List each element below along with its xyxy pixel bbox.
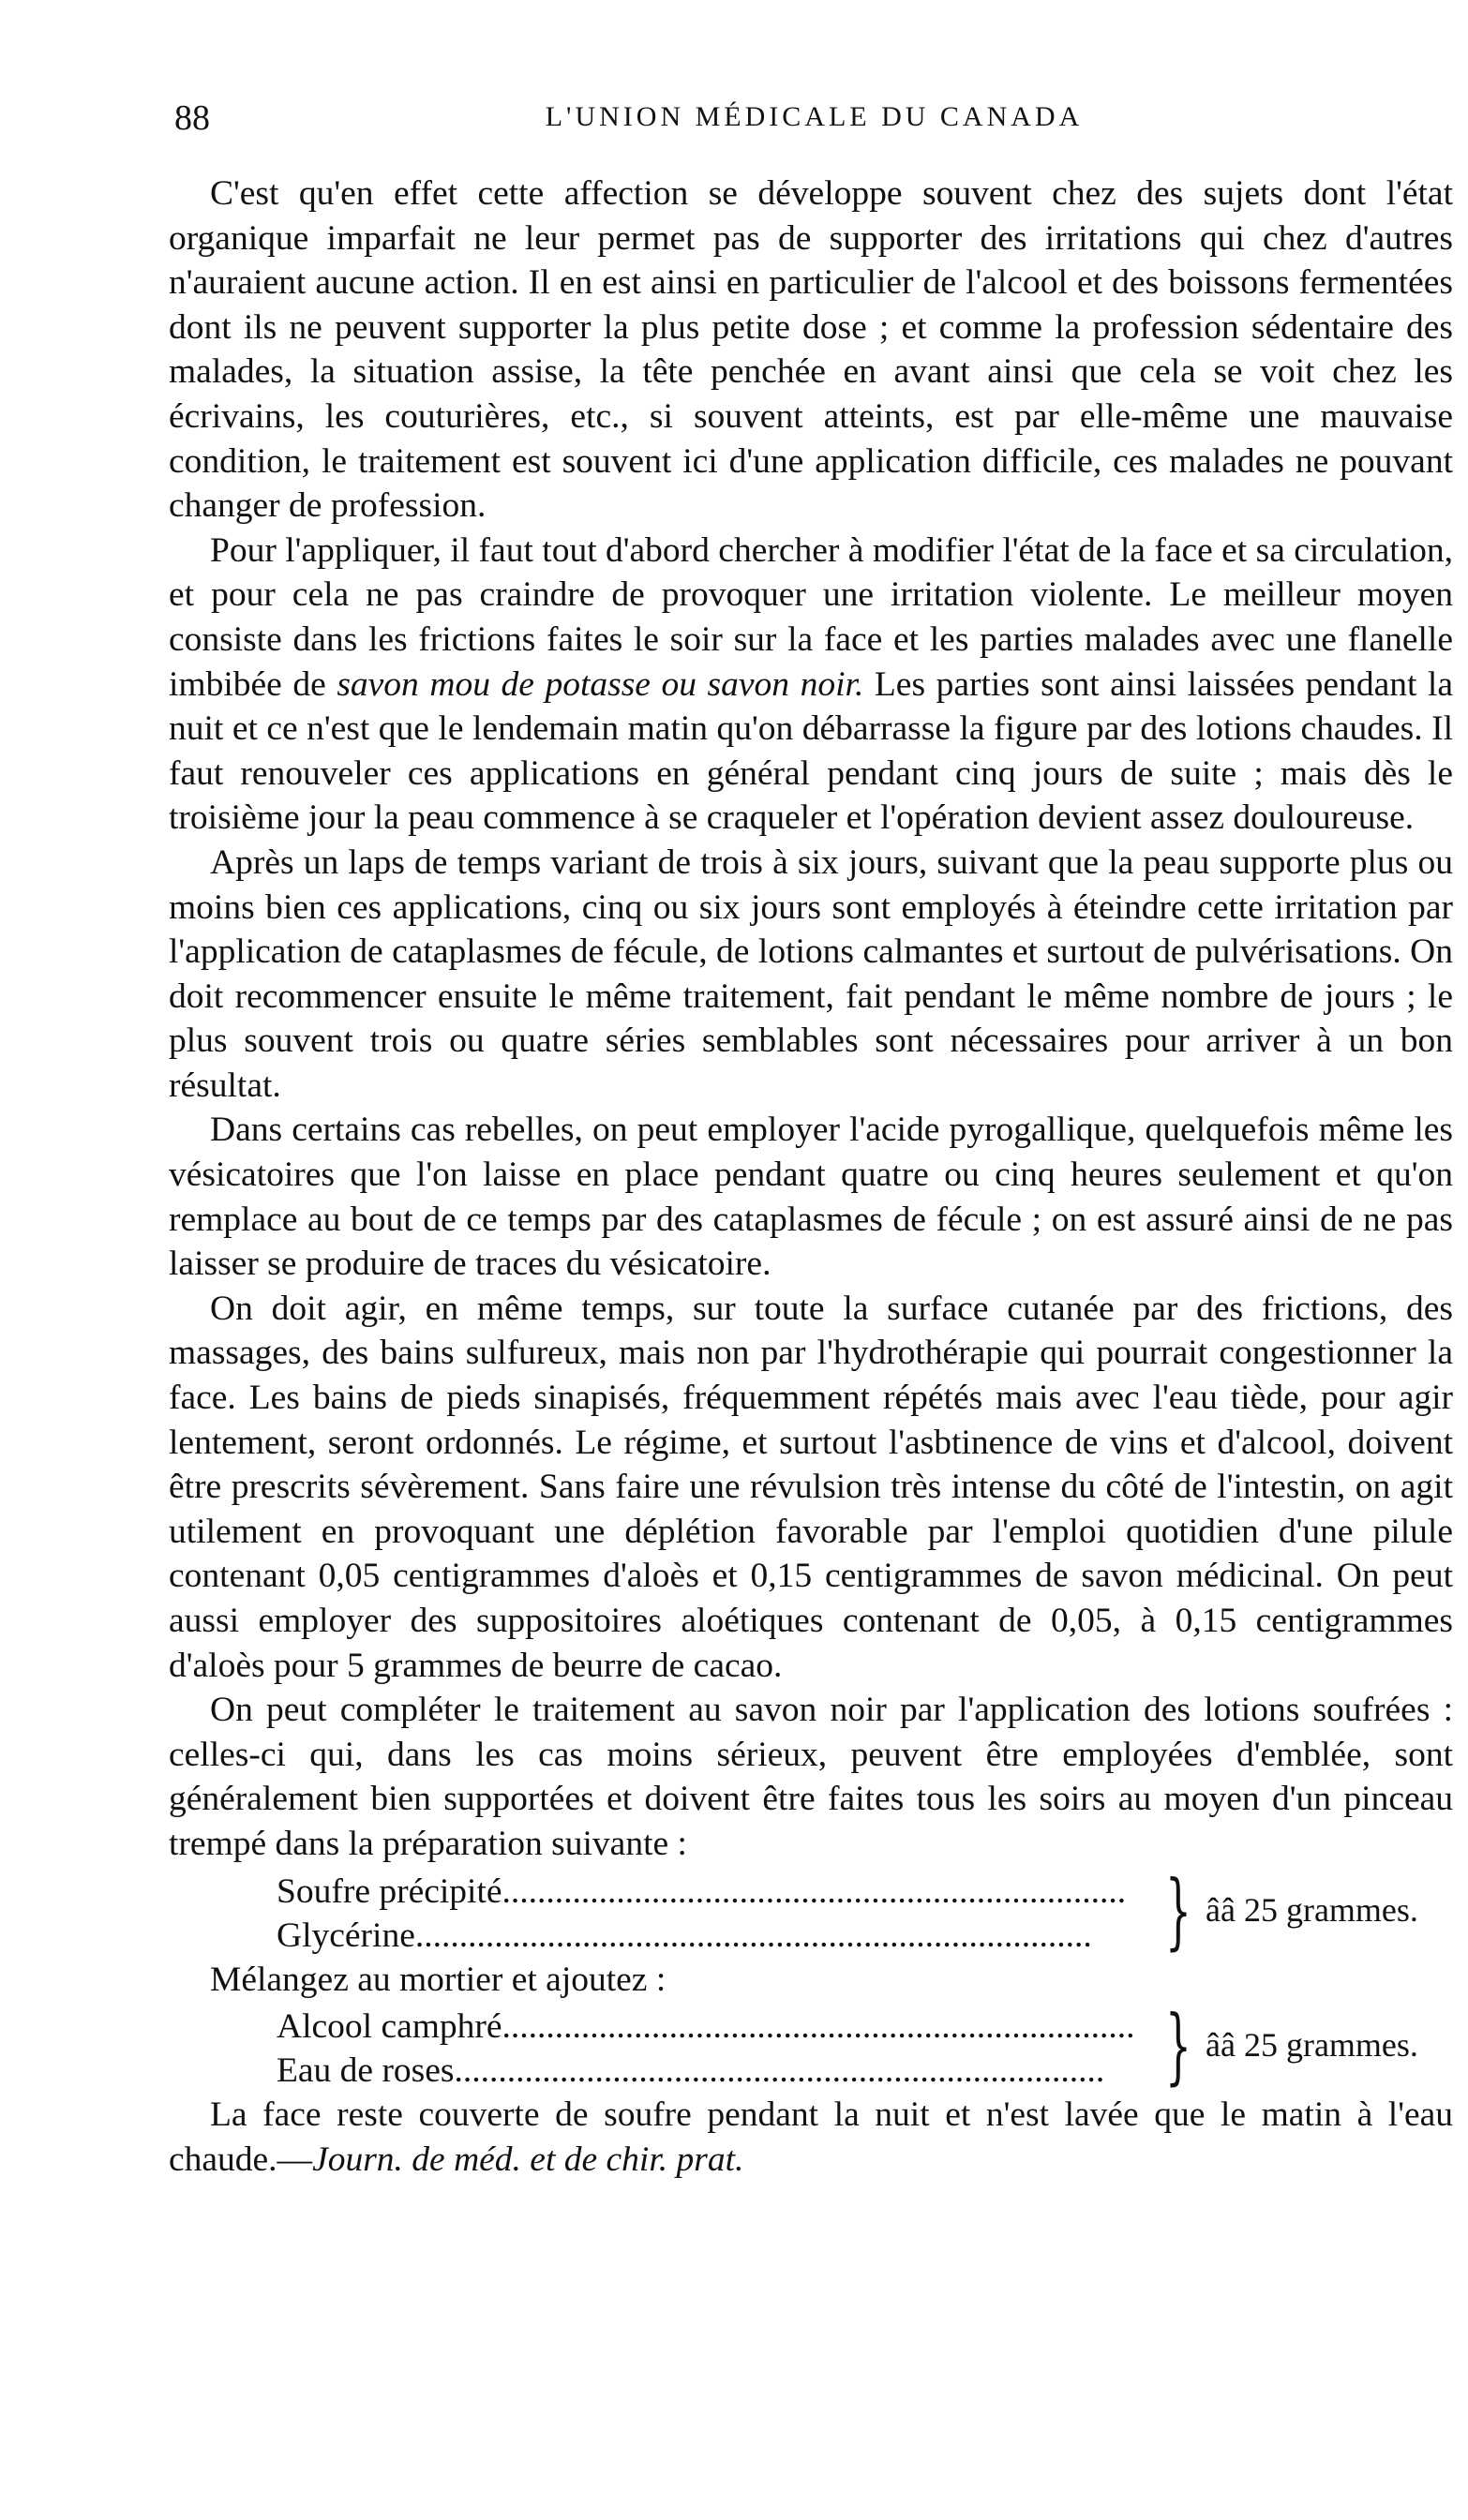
page-number: 88 bbox=[174, 98, 210, 138]
paragraph-2-italic: savon mou de potasse ou savon noir. bbox=[337, 664, 864, 704]
brace-icon: } bbox=[1165, 1997, 1191, 2095]
paragraph-2 bbox=[169, 529, 1453, 841]
paragraph-5: On doit agir, en même temps, sur toute la surface cutanée par des frictions, des massages, des bains sulfureux, mais non par l'hydrothérapie qui pourrait congestionner la face. Les bains de pieds sinapisés, fréquemment répétés mais avec l'eau tiède, pour agir lentement, seront ordonnés. Le régime, et surtout l'asbtinence de vins et d'alcool, doivent être prescrits sévèrement. Sans faire une révulsion très intense du côté de l'intestin, on agit utilement en provoquant une déplétion favorable par l'emploi quotidien d'une pilule contenant 0,05 centigrammes d'aloès et 0,15 centigrammes de savon médicinal. On peut aussi employer des suppositoires aloétiques contenant de 0,05, à 0,15 centigrammes d'aloès pour 5 grammes de beurre de cacao. bbox=[169, 1289, 1453, 1685]
paragraph-4: Dans certains cas rebelles, on peut employer l'acide pyrogallique, quelquefois même les vésicatoires que l'on laisse en place pendant quatre ou cinq heures seulement et qu'on remplace au bout de ce temps par des cataplasmes de fécule ; on est assuré ainsi de ne pas laisser se produire de traces du vésicatoire. bbox=[169, 1111, 1453, 1284]
paragraph-2-text-b: Les parties sont ainsi laissées pendant la nuit et ce n'est que le lendemain matin qu'on débarrasse la figure par des lotions chaudes. Il faut renouveler ces applications en général pendant cinq jours de suite ; mais dès le troisième jour la peau commence à se craqueler et l'opération devient assez douloureuse. bbox=[169, 664, 1453, 838]
recipe-1-quantity: ââ 25 grammes. bbox=[1206, 1890, 1418, 1929]
paragraph-1: C'est qu'en effet cette affection se développe souvent chez des sujets dont l'état organique imparfait ne leur permet pas de supporter des irritations qui chez d'autres n'auraient aucune action. Il en est ainsi en particulier de l'alcool et des boissons fermentées dont ils ne peuvent supporter la plus petite dose ; et comme la profession sédentaire des malades, la situation assise, la tête penchée en avant ainsi que cela se voit chez les écrivains, les couturières, etc., si souvent atteints, est par elle-même une mauvaise condition, le traitement est souvent ici d'une application difficile, ces malades ne pouvant changer de profession. bbox=[169, 174, 1453, 526]
brace-icon: } bbox=[1165, 1861, 1191, 1959]
source-citation: Journ. de méd. et de chir. prat. bbox=[312, 2140, 744, 2179]
recipe-2-item-1: Alcool camphré........................................................................ bbox=[277, 2007, 1135, 2047]
recipe-1-item-2: Glycérine............................................................................. bbox=[277, 1916, 1092, 1955]
recipe-1-item-1: Soufre précipité....................................................................... bbox=[277, 1871, 1127, 1911]
closing-paragraph bbox=[169, 2093, 1453, 2182]
closing-text: La face reste couverte de soufre pendant la nuit et n'est lavée que le matin à l'eau chaude.— bbox=[169, 2095, 1453, 2179]
page-header bbox=[174, 97, 1454, 154]
running-head: L'UNION MÉDICALE DU CANADA bbox=[545, 101, 1084, 132]
paragraph-3: Après un laps de temps variant de trois à six jours, suivant que la peau supporte plus ou moins bien ces applications, cinq ou six jours sont employés à éteindre cette irritation par l'application de cataplasmes de fécule, de lotions calmantes et surtout de pulvérisations. On doit recommencer ensuite le même traitement, fait pendant le même nombre de jours ; le plus souvent trois ou quatre séries semblables sont nécessaires pour arriver à un bon résultat. bbox=[169, 842, 1453, 1105]
recipe-2-quantity: ââ 25 grammes. bbox=[1206, 2026, 1418, 2065]
paragraph-2-text-a: Pour l'appliquer, il faut tout d'abord chercher à modifier l'état de la face et sa circulation, et pour cela ne pas craindre de provoquer une irritation violente. Le meilleur moyen consiste dans les frictions faites le soir sur la face et les parties malades avec une flanelle imbibée de bbox=[169, 530, 1453, 704]
body-text bbox=[169, 171, 1453, 2182]
recipe-2-item-2: Eau de roses.......................................................................... bbox=[277, 2051, 1105, 2091]
recipe-block-1 bbox=[169, 1861, 1453, 1959]
recipe-block-2 bbox=[169, 1997, 1453, 2095]
recipe-instruction: Mélangez au mortier et ajoutez : bbox=[210, 1960, 667, 1999]
paragraph-6: On peut compléter le traitement au savon noir par l'application des lotions soufrées : celles-ci qui, dans les cas moins sérieux, peuvent être employées d'emblée, sont généralement bien supportées et doivent être faites tous les soirs au moyen d'un pinceau trempé dans la préparation suivante : bbox=[169, 1691, 1453, 1863]
